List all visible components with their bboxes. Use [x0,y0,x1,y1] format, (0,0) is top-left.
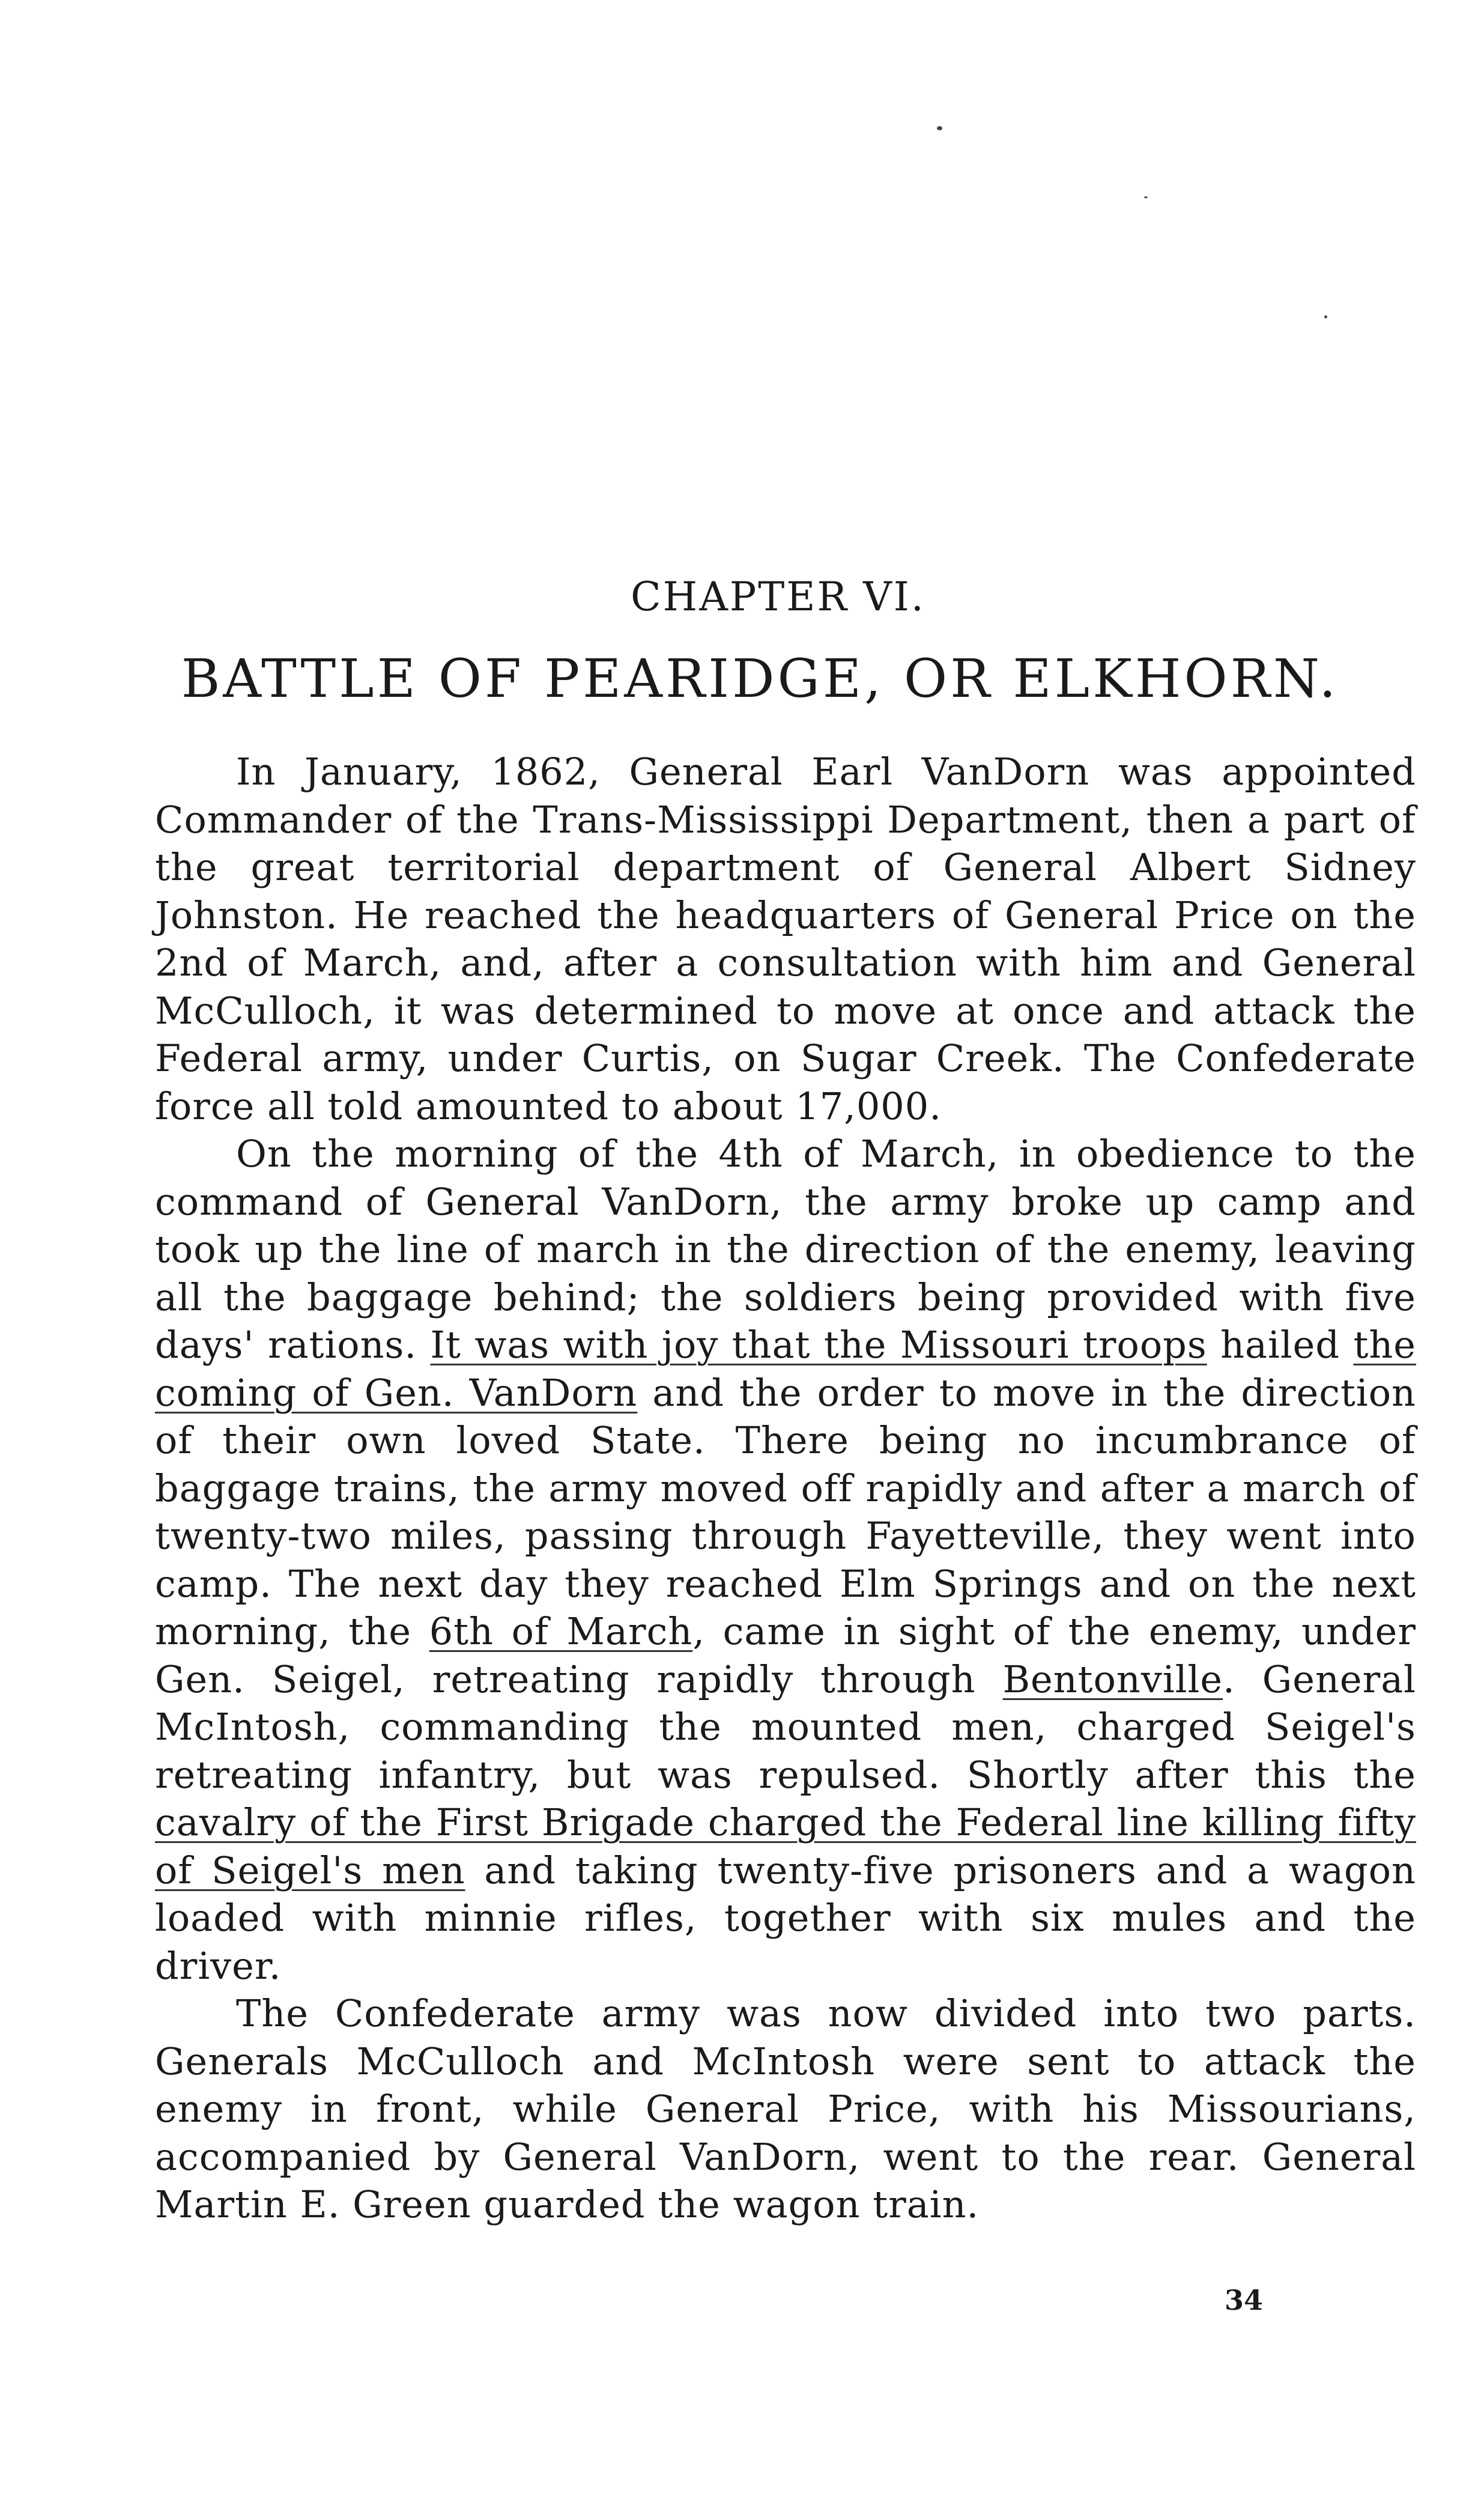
page-number: 34 [1225,2284,1264,2316]
underlined-passage: 6th of March [429,1609,693,1653]
paragraph [155,1130,1416,1990]
underlined-passage: the coming of Gen. VanDorn [155,1323,1416,1415]
text-run: On the morning of the 4th of March, in obedience to the command of General VanDorn, the army broke up camp and took up the line of march in the direction of the enemy, leaving all the baggage behind; the soldiers being provided with five days' rations. [155,1132,1416,1367]
text-run: and the order to move in the direction of their own loved State. There being no incumbrance of baggage trains, the army moved off rapidly and after a march of twenty-two miles, passing through Fayetteville, they went into camp. The next day they reached Elm Springs and on the next morning, the [155,1370,1416,1653]
chapter-heading: CHAPTER VI. [631,574,925,620]
underlined-passage: cavalry of the First Brigade charged the Federal line killing fifty of Seigel's men [155,1800,1416,1892]
text-run: . General McIntosh, commanding the mounted men, charged Seigel's retreating infantry, but was repulsed. Shortly after this the [155,1657,1417,1797]
print-speck [937,126,942,130]
text-run: and taking twenty-five prisoners and a wagon loaded with minnie rifles, together with six mules and the driver. [155,1848,1416,1988]
paragraph [155,748,1416,1130]
text-run: The Confederate army was now divided into two parts. Generals McCulloch and McIntosh were sent to attack the enemy in front, while General Price, with his Missourians, accompanied by General VanDorn, went to the rear. General Martin E. Green guarded the wagon train. [155,1991,1416,2226]
chapter-title: BATTLE OF PEARIDGE, OR ELKHORN. [181,648,1339,709]
text-run: In January, 1862, General Earl VanDorn was appointed Commander of the Trans-Mississippi Department, then a part of the great territorial department of General Albert Sidney Johnston. He reached the headquarters of General Price on the 2nd of March, and, after a consultation with him and General McCulloch, it was determined to move at once and attack the Federal army, under Curtis, on Sugar Creek. The Confederate force all told amounted to about 17,000. [155,750,1416,1128]
print-speck [1144,196,1148,198]
underlined-passage: It was with joy that the Missouri troops [430,1323,1207,1367]
underlined-passage: Bentonville [1002,1657,1223,1701]
text-run: , came in sight of the enemy, under Gen. Seigel, retreating rapidly through [155,1609,1416,1701]
paragraph [155,1990,1416,2229]
body-text [155,748,1416,2229]
print-speck [1324,315,1327,318]
text-run: hailed [1207,1323,1354,1367]
